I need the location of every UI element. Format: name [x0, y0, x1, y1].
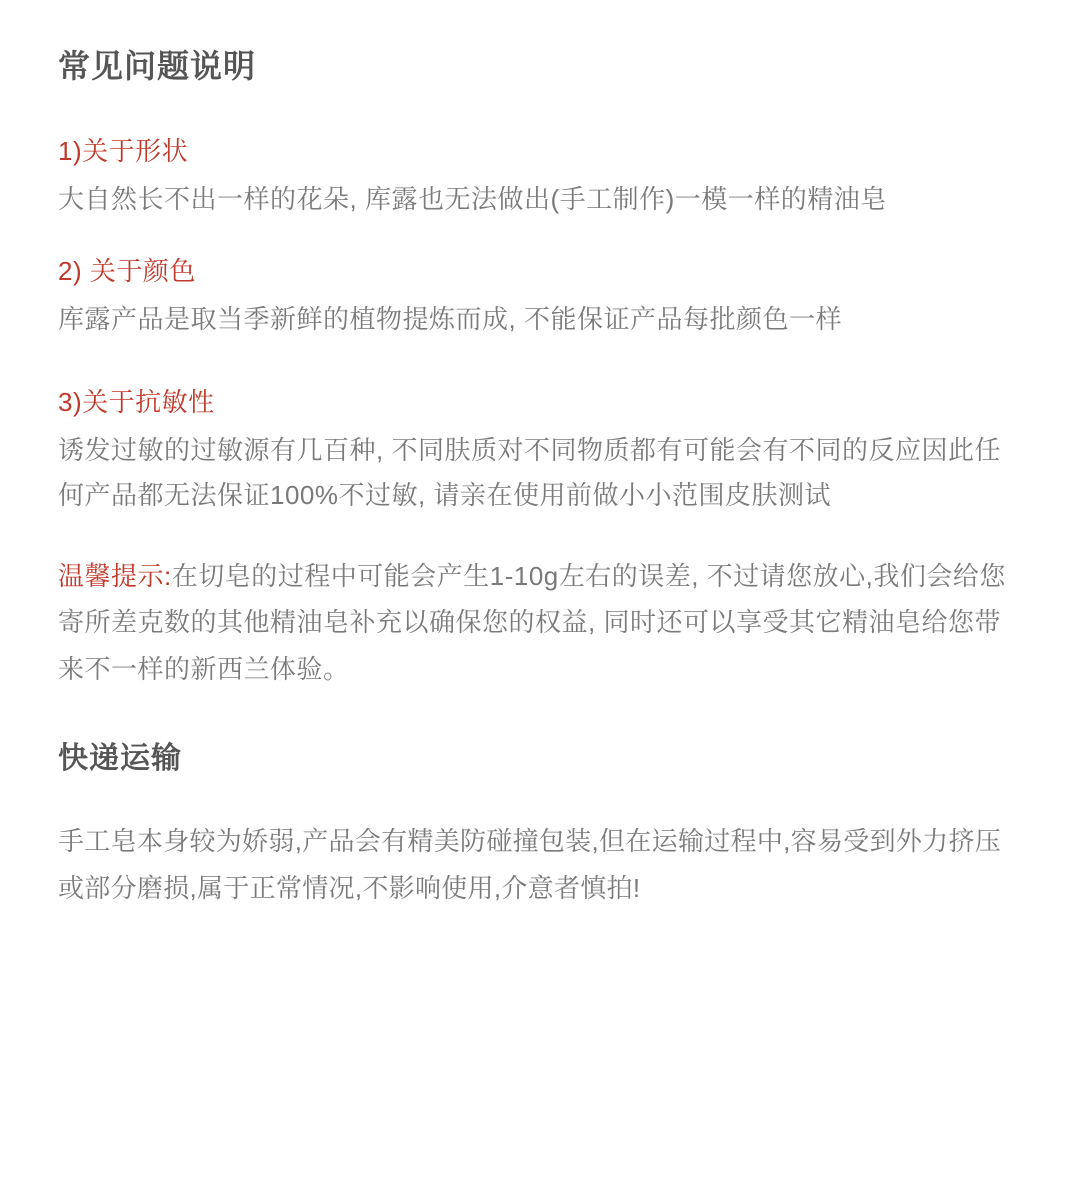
- warm-tip-label: 温馨提示:: [58, 560, 172, 591]
- warm-tip: [58, 553, 1024, 693]
- faq-item-heading: 1)关于形状: [58, 135, 189, 166]
- faq-item-heading: 2) 关于颜色: [58, 256, 196, 287]
- faq-item-body: 大自然长不出一样的花朵, 库露也无法做出(手工制作)一模一样的精油皂: [58, 183, 887, 214]
- faq-item-body: 诱发过敏的过敏源有几百种, 不同肤质对不同物质都有可能会有不同的反应因此任何产品都无法保证100%不过敏, 请亲在使用前做小小范围皮肤测试: [58, 434, 1001, 511]
- shipping-body: 手工皂本身较为娇弱,产品会有精美防碰撞包装,但在运输过程中,容易受到外力挤压或部分磨损,属于正常情况,不影响使用,介意者慎拍!: [58, 825, 1002, 903]
- faq-item-shape: [58, 132, 1024, 223]
- shipping-title: 快递运输: [58, 741, 182, 775]
- page-title: 常见问题说明: [58, 48, 257, 84]
- faq-item-body: 库露产品是取当季新鲜的植物提炼而成, 不能保证产品每批颜色一样: [58, 304, 842, 335]
- faq-item-color: [58, 252, 1024, 343]
- faq-item-heading: 3)关于抗敏性: [58, 386, 215, 417]
- faq-item-allergy: [58, 383, 1024, 519]
- warm-tip-text: 在切皂的过程中可能会产生1-10g左右的误差, 不过请您放心,我们会给您寄所差克数的其他精油皂补充以确保您的权益, 同时还可以享受其它精油皂给您带来不一样的新西兰体验。: [58, 560, 1006, 685]
